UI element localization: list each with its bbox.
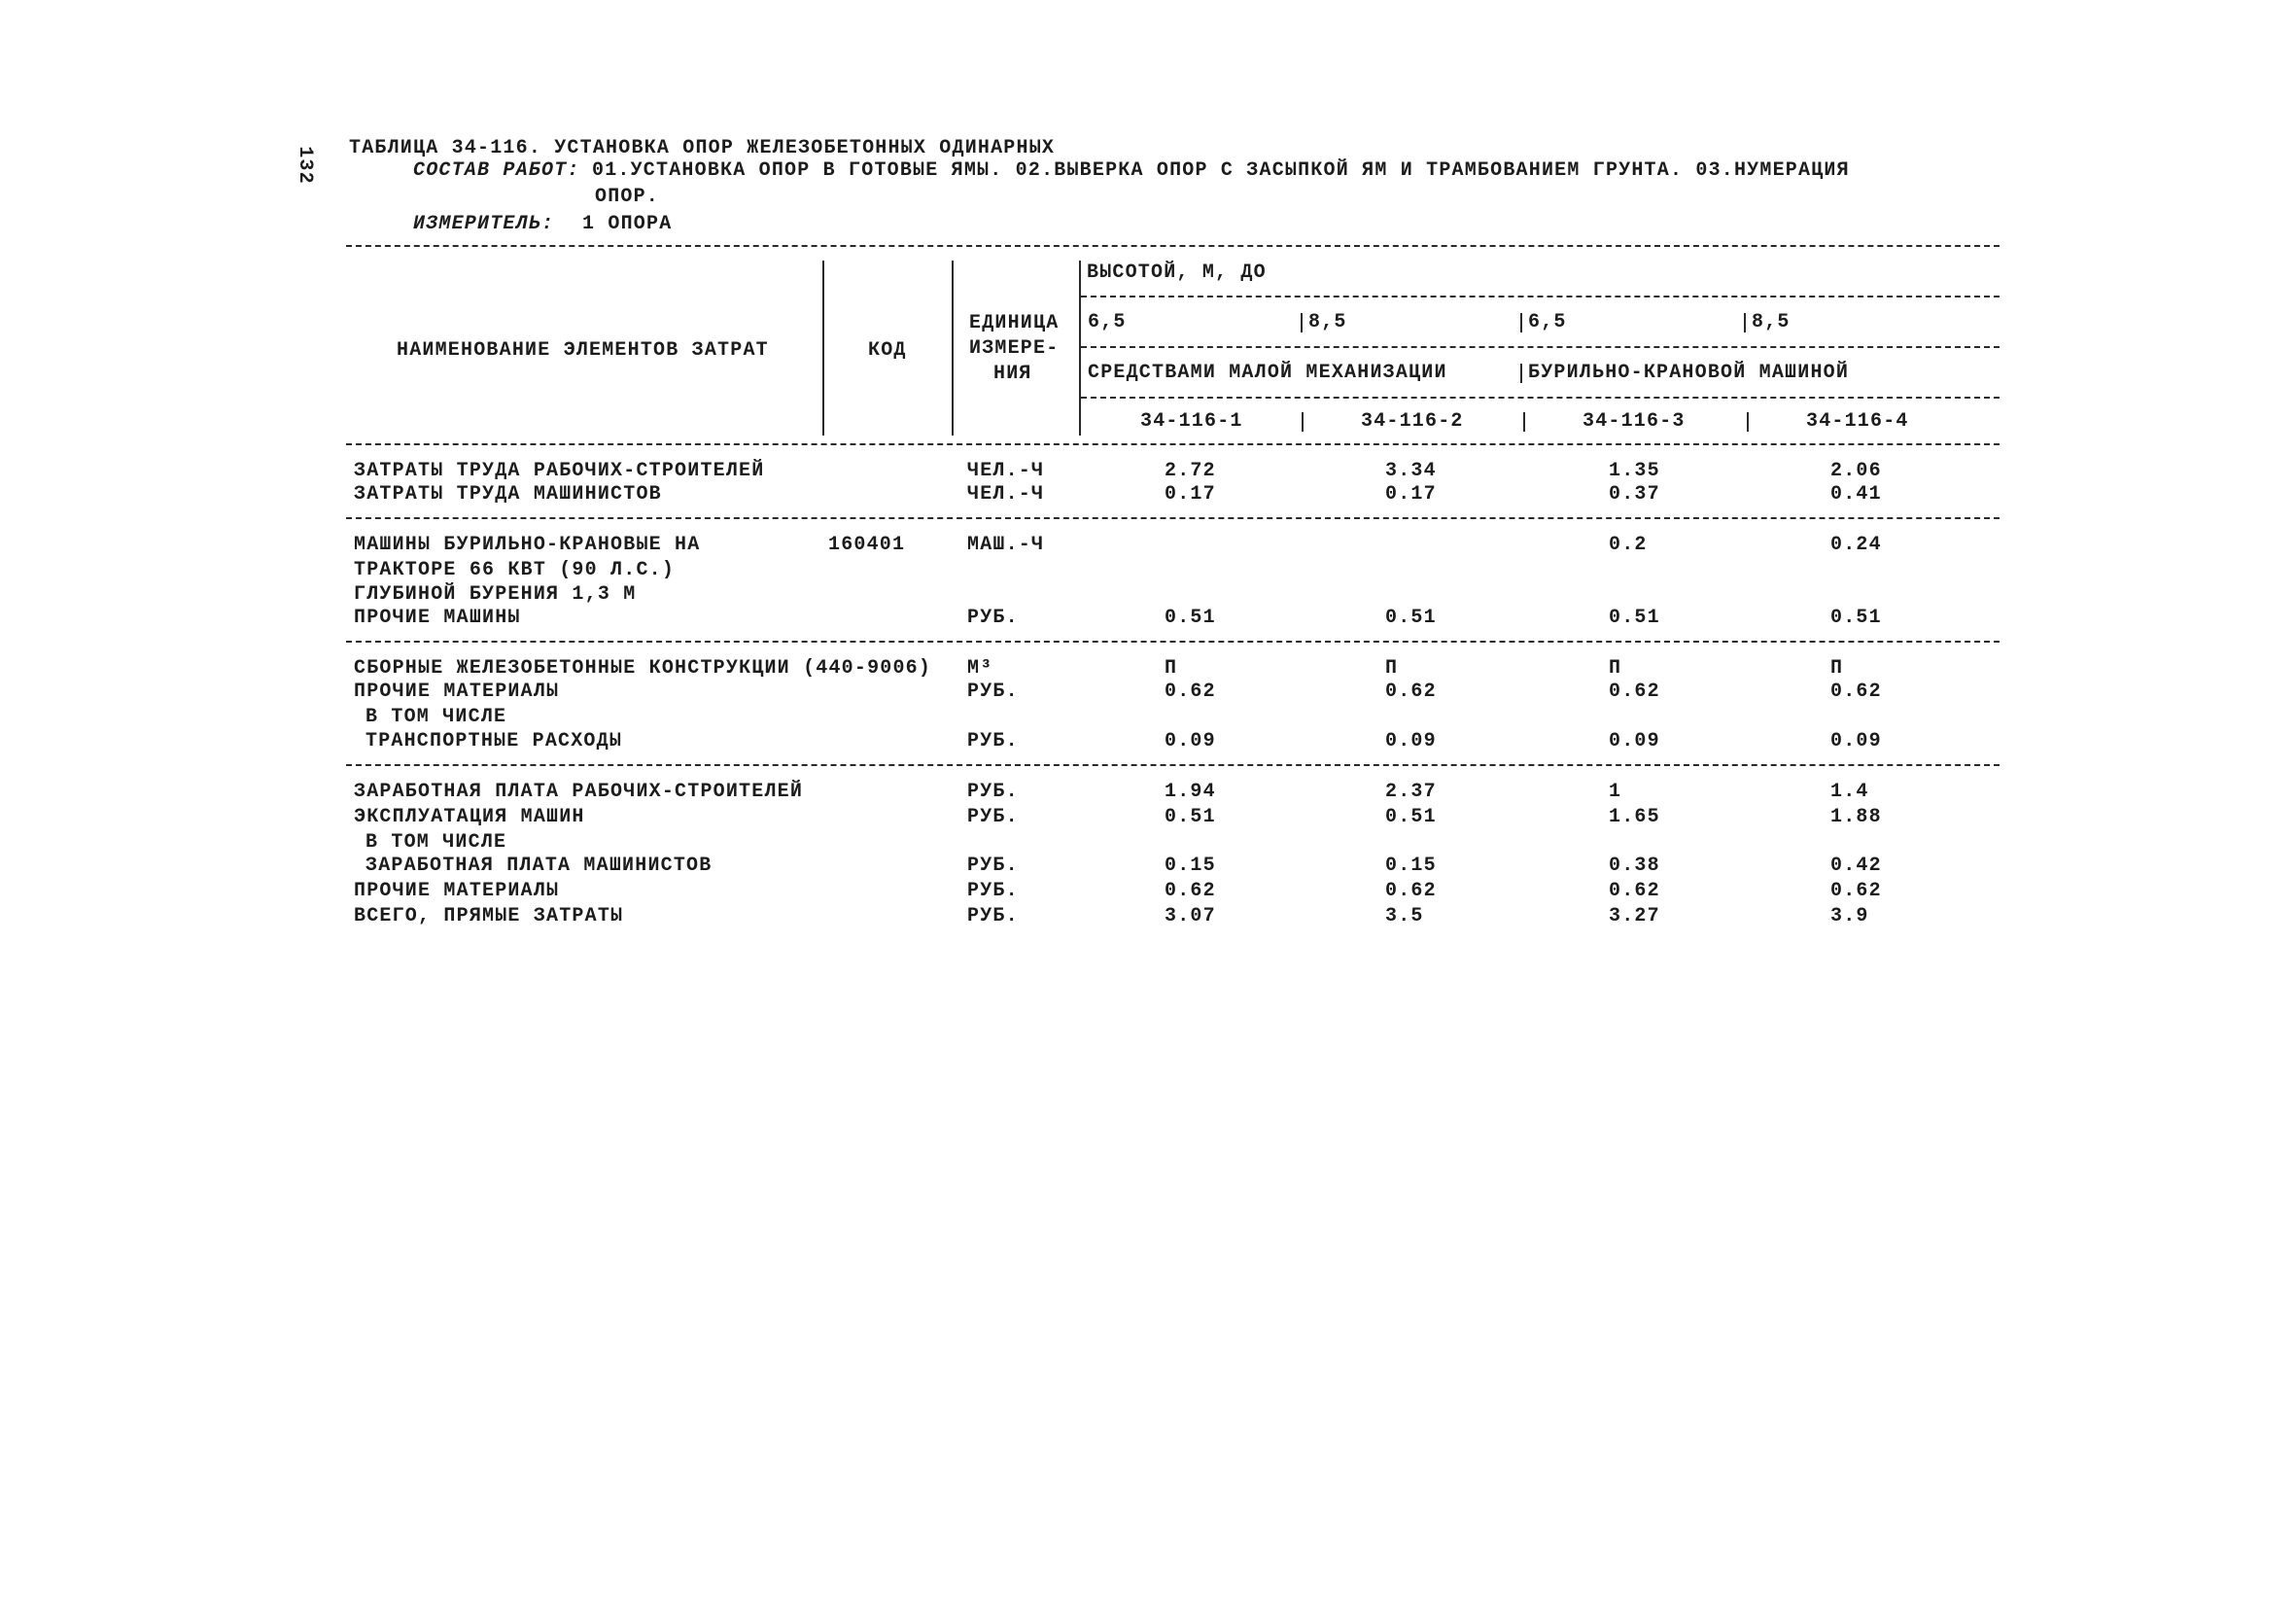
- separator-line: [1081, 296, 2000, 297]
- value-34-116-2: 0.17: [1385, 483, 1437, 506]
- value-34-116-3: 3.27: [1609, 905, 1660, 927]
- table-row-total: [0, 905, 2296, 928]
- value-34-116-3: 0.62: [1609, 681, 1660, 703]
- value-34-116-2: 0.62: [1385, 880, 1437, 902]
- value-34-116-1: 2.72: [1165, 460, 1216, 482]
- value-34-116-2: П: [1385, 657, 1399, 680]
- header-code-34-116-3: 34-116-3: [1583, 410, 1686, 433]
- header-method-small-mechanization: СРЕДСТВАМИ МАЛОЙ МЕХАНИЗАЦИИ: [1088, 362, 1447, 384]
- value-34-116-4: 0.51: [1830, 607, 1882, 629]
- table-row: [0, 583, 2296, 607]
- value-34-116-4: 0.62: [1830, 880, 1882, 902]
- cost-item-name: ЗАРАБОТНАЯ ПЛАТА РАБОЧИХ-СТРОИТЕЛЕЙ: [354, 781, 804, 803]
- table-row: [0, 657, 2296, 681]
- cost-item-name: ПРОЧИЕ МАШИНЫ: [354, 607, 521, 629]
- value-34-116-3: 1.35: [1609, 460, 1660, 482]
- cost-item-name: ПРОЧИЕ МАТЕРИАЛЫ: [354, 681, 560, 703]
- column-divider: [1520, 313, 1522, 332]
- header-height-3: 6,5: [1528, 311, 1567, 333]
- separator-line: [1081, 346, 2000, 348]
- column-divider: [1301, 313, 1303, 332]
- value-34-116-4: 0.62: [1830, 681, 1882, 703]
- header-height-2: 8,5: [1308, 311, 1347, 333]
- value-34-116-3: 0.09: [1609, 730, 1660, 752]
- header-height-1: 6,5: [1088, 311, 1127, 333]
- unit-of-measure: РУБ.: [967, 880, 1019, 902]
- subtotal-heading: В ТОМ ЧИСЛЕ: [365, 831, 507, 854]
- column-divider: [1520, 364, 1522, 383]
- header-code-34-116-4: 34-116-4: [1806, 410, 1909, 433]
- subtotal-heading: В ТОМ ЧИСЛЕ: [365, 706, 507, 728]
- value-34-116-4: П: [1830, 657, 1844, 680]
- unit-of-measure: РУБ.: [967, 806, 1019, 828]
- cost-item-name: ЗАТРАТЫ ТРУДА РАБОЧИХ-СТРОИТЕЛЕЙ: [354, 460, 765, 482]
- header-unit-column-line1: ЕДИНИЦА: [969, 312, 1060, 334]
- value-34-116-1: 0.51: [1165, 806, 1216, 828]
- header-code-column: КОД: [868, 339, 907, 362]
- column-divider: [1523, 412, 1525, 432]
- unit-of-measure: М³: [967, 657, 993, 680]
- value-34-116-1: 0.51: [1165, 607, 1216, 629]
- resource-code: 160401: [828, 534, 906, 556]
- value-34-116-1: 0.62: [1165, 880, 1216, 902]
- unit-of-measure: МАШ.-Ч: [967, 534, 1045, 556]
- column-divider: [822, 261, 824, 436]
- value-34-116-1: 0.09: [1165, 730, 1216, 752]
- value-34-116-4: 0.24: [1830, 534, 1882, 556]
- value-34-116-4: 1.4: [1830, 781, 1869, 803]
- column-divider: [1747, 412, 1749, 432]
- value-34-116-4: 3.9: [1830, 905, 1869, 927]
- unit-of-measure: РУБ.: [967, 730, 1019, 752]
- cost-item-name: ЗАРАБОТНАЯ ПЛАТА МАШИНИСТОВ: [365, 855, 713, 877]
- work-composition-text: 01.УСТАНОВКА ОПОР В ГОТОВЫЕ ЯМЫ. 02.ВЫВЕРКА ОПОР С ЗАСЫПКОЙ ЯМ И ТРАМБОВАНИЕМ ГРУНТА. 03.НУМЕРАЦИЯ: [592, 159, 1850, 182]
- unit-of-measure: ЧЕЛ.-Ч: [967, 460, 1045, 482]
- page-number: 132: [294, 146, 316, 185]
- table-row: [0, 880, 2296, 903]
- unit-of-measure: ЧЕЛ.-Ч: [967, 483, 1045, 506]
- value-34-116-4: 2.06: [1830, 460, 1882, 482]
- value-34-116-4: 0.42: [1830, 855, 1882, 877]
- value-34-116-2: 0.51: [1385, 806, 1437, 828]
- cost-item-name: ЭКСПЛУАТАЦИЯ МАШИН: [354, 806, 585, 828]
- value-34-116-2: 0.51: [1385, 607, 1437, 629]
- unit-of-measure: РУБ.: [967, 905, 1019, 927]
- cost-item-name-continued: ТРАКТОРЕ 66 КВТ (90 Л.С.): [354, 559, 676, 581]
- value-34-116-3: 1: [1609, 781, 1622, 803]
- header-code-34-116-2: 34-116-2: [1361, 410, 1464, 433]
- value-34-116-1: 1.94: [1165, 781, 1216, 803]
- column-divider: [1079, 261, 1081, 436]
- separator-line: [346, 517, 2000, 519]
- unit-of-measure: РУБ.: [967, 607, 1019, 629]
- value-34-116-3: 0.62: [1609, 880, 1660, 902]
- column-divider: [952, 261, 954, 436]
- value-34-116-1: 0.17: [1165, 483, 1216, 506]
- header-code-34-116-1: 34-116-1: [1140, 410, 1243, 433]
- value-34-116-2: 2.37: [1385, 781, 1437, 803]
- value-34-116-1: 0.15: [1165, 855, 1216, 877]
- value-34-116-1: 0.62: [1165, 681, 1216, 703]
- cost-item-name: МАШИНЫ БУРИЛЬНО-КРАНОВЫЕ НА: [354, 534, 701, 556]
- header-method-drilling-crane: БУРИЛЬНО-КРАНОВОЙ МАШИНОЙ: [1528, 362, 1850, 384]
- cost-item-name: ВСЕГО, ПРЯМЫЕ ЗАТРАТЫ: [354, 905, 624, 927]
- table-row: [0, 730, 2296, 753]
- value-34-116-1: П: [1165, 657, 1178, 680]
- cost-item-name: ЗАТРАТЫ ТРУДА МАШИНИСТОВ: [354, 483, 662, 506]
- separator-line: [346, 641, 2000, 643]
- table-row: [0, 681, 2296, 704]
- header-name-column: НАИМЕНОВАНИЕ ЭЛЕМЕНТОВ ЗАТРАТ: [397, 339, 769, 362]
- cost-item-name: ТРАНСПОРТНЫЕ РАСХОДЫ: [365, 730, 623, 752]
- value-34-116-2: 0.62: [1385, 681, 1437, 703]
- table-row: [0, 483, 2296, 507]
- value-34-116-3: П: [1609, 657, 1622, 680]
- separator-line: [346, 245, 2000, 247]
- header-unit-column-line3: НИЯ: [993, 363, 1032, 385]
- value-34-116-2: 3.34: [1385, 460, 1437, 482]
- table-row: [0, 806, 2296, 829]
- cost-item-name-continued: ГЛУБИНОЙ БУРЕНИЯ 1,3 М: [354, 583, 637, 606]
- table-row: [0, 559, 2296, 582]
- table-row: [0, 460, 2296, 483]
- work-composition-text-continued: ОПОР.: [595, 186, 660, 208]
- value-34-116-1: 3.07: [1165, 905, 1216, 927]
- value-34-116-4: 0.41: [1830, 483, 1882, 506]
- table-row: [0, 831, 2296, 855]
- measure-value: 1 ОПОРА: [582, 213, 673, 235]
- value-34-116-3: 0.2: [1609, 534, 1648, 556]
- unit-of-measure: РУБ.: [967, 781, 1019, 803]
- value-34-116-2: 0.09: [1385, 730, 1437, 752]
- column-divider: [1302, 412, 1304, 432]
- value-34-116-3: 1.65: [1609, 806, 1660, 828]
- value-34-116-2: 3.5: [1385, 905, 1424, 927]
- header-height-4: 8,5: [1752, 311, 1791, 333]
- measure-label: ИЗМЕРИТЕЛЬ:: [413, 213, 555, 235]
- value-34-116-3: 0.51: [1609, 607, 1660, 629]
- column-divider: [1744, 313, 1746, 332]
- header-unit-column-line2: ИЗМЕРЕ-: [969, 337, 1060, 360]
- value-34-116-4: 1.88: [1830, 806, 1882, 828]
- separator-line: [1081, 397, 2000, 399]
- table-row: [0, 855, 2296, 878]
- cost-item-name: СБОРНЫЕ ЖЕЛЕЗОБЕТОННЫЕ КОНСТРУКЦИИ (440-9006): [354, 657, 932, 680]
- value-34-116-2: 0.15: [1385, 855, 1437, 877]
- cost-item-name: ПРОЧИЕ МАТЕРИАЛЫ: [354, 880, 560, 902]
- table-row: [0, 781, 2296, 804]
- table-row: [0, 607, 2296, 630]
- value-34-116-4: 0.09: [1830, 730, 1882, 752]
- value-34-116-3: 0.37: [1609, 483, 1660, 506]
- separator-line: [346, 443, 2000, 445]
- unit-of-measure: РУБ.: [967, 855, 1019, 877]
- header-height-label: ВЫСОТОЙ, М, ДО: [1087, 262, 1267, 284]
- value-34-116-3: 0.38: [1609, 855, 1660, 877]
- separator-line: [346, 764, 2000, 766]
- unit-of-measure: РУБ.: [967, 681, 1019, 703]
- table-title: ТАБЛИЦА 34-116. УСТАНОВКА ОПОР ЖЕЛЕЗОБЕТОННЫХ ОДИНАРНЫХ: [349, 137, 1056, 159]
- table-row: [0, 534, 2296, 557]
- table-row: [0, 706, 2296, 729]
- work-composition-label: СОСТАВ РАБОТ:: [413, 159, 580, 182]
